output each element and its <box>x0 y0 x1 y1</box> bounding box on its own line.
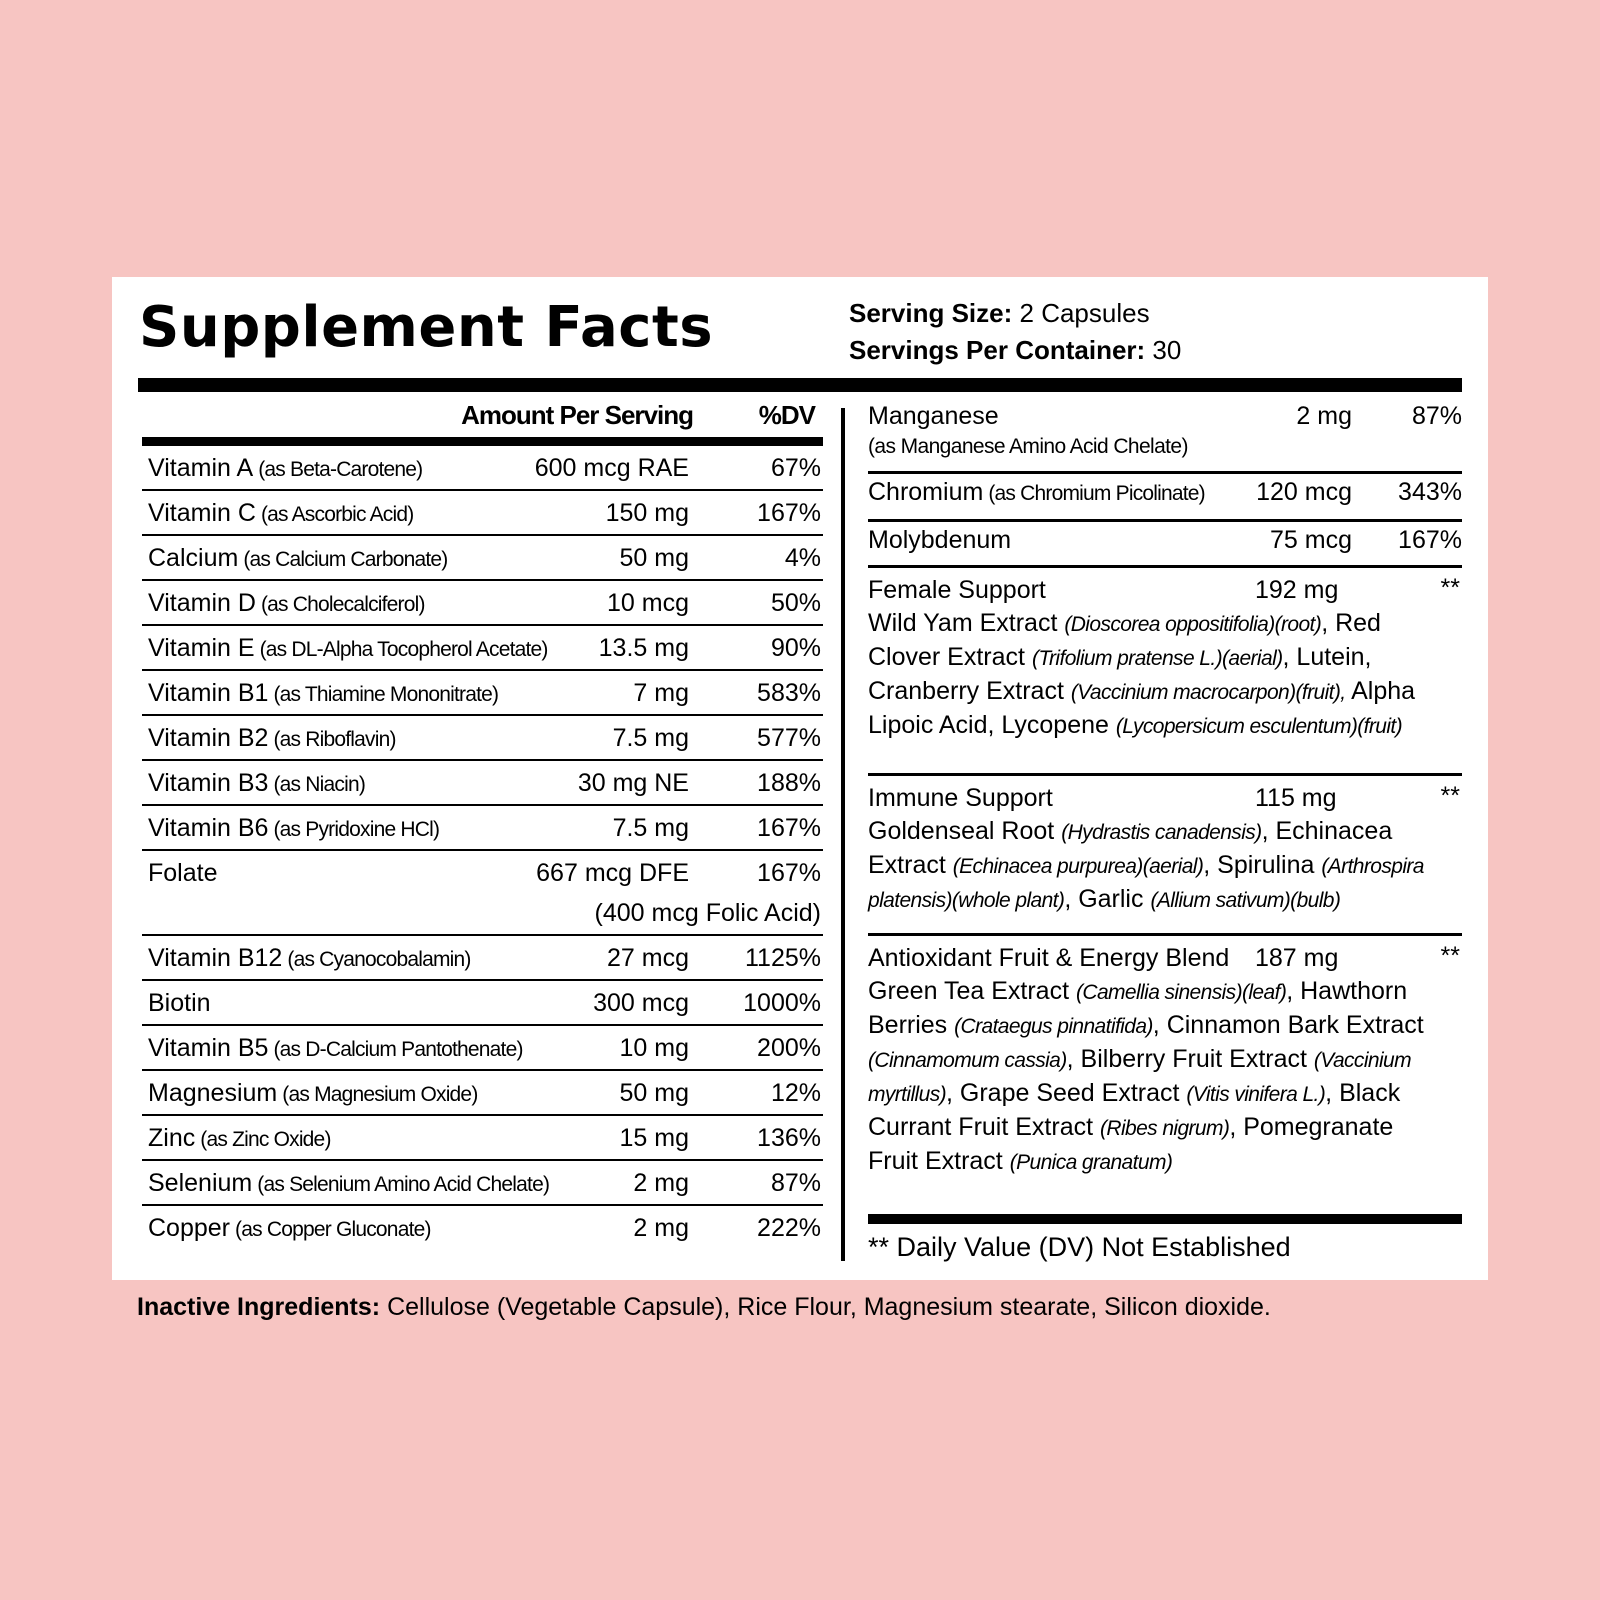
nutrient-amount: 27 mcg <box>607 944 689 972</box>
table-row <box>142 981 823 1026</box>
nutrient-dv: 67% <box>770 454 821 482</box>
inactive-ingredients <box>137 1291 1271 1323</box>
nutrient-label: Vitamin B6 <box>148 814 269 842</box>
nutrient-label: Vitamin B5 <box>148 1034 269 1062</box>
nutrient-amount: 7.5 mg <box>612 814 689 842</box>
ingredient-name: Wild Yam Extract <box>868 609 1065 637</box>
nutrient-label: Vitamin B2 <box>148 724 269 752</box>
latin-name: (Lycopersicum esculentum)(fruit) <box>1115 715 1403 738</box>
nutrient-amount: 15 mg <box>619 1124 689 1152</box>
latin-name: (Hydrastis canadensis) <box>1061 821 1262 844</box>
serving-size-label: Serving Size: <box>849 298 1013 328</box>
ingredient-name: , Hawthorn Berries <box>868 977 1408 1039</box>
nutrient-label: Calcium <box>148 544 239 572</box>
nutrient-name <box>148 761 365 807</box>
ingredient-name: , Grape Seed Extract <box>946 1079 1187 1107</box>
latin-name: (Arthrospira platensis)(whole plant) <box>868 855 1424 912</box>
nutrient-dv: 87% <box>770 1169 821 1197</box>
blend-amount: 115 mg <box>1255 784 1337 812</box>
nutrient-dv: 200% <box>757 1034 821 1062</box>
table-row <box>142 1026 823 1071</box>
nutrient-source: (as Selenium Amino Acid Chelate) <box>252 1173 550 1196</box>
nutrient-source: (as Cyanocobalamin) <box>282 948 471 971</box>
blend-list <box>868 568 1462 1179</box>
nutrient-dv: 583% <box>757 679 821 707</box>
nutrient-dv: 4% <box>784 544 821 572</box>
nutrient-name <box>148 1206 431 1252</box>
nutrient-amount: 50 mg <box>619 544 689 572</box>
ingredient-name: Green Tea Extract <box>868 977 1076 1005</box>
nutrient-label: Vitamin B1 <box>148 679 269 707</box>
blend-header <box>868 942 1462 975</box>
nutrient-name <box>148 446 422 492</box>
nutrient-name <box>148 1026 523 1072</box>
ingredient-name: , Black Currant Fruit Extract <box>868 1079 1401 1141</box>
nutrient-source: (as Copper Gluconate) <box>230 1218 431 1241</box>
ingredient-name: Alpha Lipoic Acid, Lycopene <box>868 677 1416 739</box>
latin-name: (Punica granatum) <box>1009 1151 1173 1174</box>
supplement-facts-panel <box>112 277 1488 1280</box>
table-row <box>142 581 823 626</box>
nutrient-label: Biotin <box>148 989 211 1017</box>
nutrient-name <box>148 806 439 852</box>
blend-name: Female Support <box>868 576 1046 604</box>
table-row <box>142 626 823 671</box>
blend-dv: ** <box>1440 574 1460 602</box>
nutrient-dv: 343% <box>1398 478 1462 506</box>
nutrient-dv: 167% <box>1398 526 1462 554</box>
blend-ingredients <box>868 975 1443 1179</box>
latin-name: (Crataegus pinnatifida) <box>954 1015 1153 1038</box>
blend-block <box>868 568 1462 776</box>
table-row <box>868 522 1462 568</box>
blend-name: Antioxidant Fruit & Energy Blend <box>868 944 1230 972</box>
table-row <box>142 936 823 981</box>
serving-info <box>849 295 1181 369</box>
nutrient-amount: 30 mg NE <box>577 769 689 797</box>
top-rule <box>138 378 1462 392</box>
nutrient-label: Vitamin A <box>148 454 254 482</box>
latin-name: (Dioscorea oppositifolia)(root) <box>1064 613 1322 636</box>
table-row <box>868 398 1462 474</box>
blend-ingredients <box>868 607 1443 743</box>
serving-size-value: 2 Capsules <box>1012 298 1150 328</box>
nutrient-dv: 1000% <box>743 989 821 1017</box>
servings-per-container-label: Servings Per Container: <box>849 335 1146 365</box>
table-row <box>142 1116 823 1161</box>
nutrient-label: Vitamin B3 <box>148 769 269 797</box>
nutrient-name <box>148 716 396 762</box>
nutrient-amount: 50 mg <box>619 1079 689 1107</box>
nutrient-label: Copper <box>148 1214 230 1242</box>
nutrient-source: (as Ascorbic Acid) <box>255 503 414 526</box>
nutrient-amount: 2 mg <box>633 1214 689 1242</box>
nutrient-dv: 188% <box>757 769 821 797</box>
nutrient-source: (as Beta-Carotene) <box>253 458 423 481</box>
nutrient-dv: 136% <box>757 1124 821 1152</box>
nutrient-dv: 1125% <box>745 944 821 972</box>
serving-size <box>849 295 1181 332</box>
latin-name: (Camellia sinensis)(leaf) <box>1075 981 1287 1004</box>
nutrient-amount: 7.5 mg <box>612 724 689 752</box>
nutrient-source: (as D-Calcium Pantothenate) <box>268 1038 523 1061</box>
blend-header <box>868 574 1462 607</box>
nutrient-amount: 300 mcg <box>593 989 689 1017</box>
nutrient-label: Vitamin E <box>148 634 255 662</box>
table-row <box>142 716 823 761</box>
nutrient-amount: 75 mcg <box>1270 526 1352 554</box>
left-column-header <box>142 398 823 433</box>
latin-name: (Vaccinium myrtillus) <box>868 1049 1412 1106</box>
latin-name: (Trifolium pratense L.)(aerial) <box>1031 647 1283 670</box>
right-column <box>868 398 1462 1179</box>
ingredient-name: , Red Clover Extract <box>868 609 1381 671</box>
nutrient-name <box>148 536 447 582</box>
table-row <box>142 491 823 536</box>
nutrient-amount: 10 mg <box>619 1034 689 1062</box>
mineral-table <box>868 398 1462 568</box>
latin-name: (Cinnamomum cassia) <box>868 1049 1067 1072</box>
nutrient-name <box>148 1116 331 1162</box>
table-row <box>142 1071 823 1116</box>
blend-amount: 192 mg <box>1255 576 1339 604</box>
nutrient-source: (as Riboflavin) <box>268 728 396 751</box>
nutrient-name <box>148 1071 478 1117</box>
nutrient-name <box>868 474 1205 512</box>
nutrient-source: (as Thiamine Mononitrate) <box>268 683 499 706</box>
nutrient-amount: 120 mcg <box>1256 478 1352 506</box>
nutrient-source: (as DL-Alpha Tocopherol Acetate) <box>254 638 548 661</box>
nutrient-amount: 667 mcg DFE <box>536 859 689 887</box>
nutrient-dv: 167% <box>757 499 821 527</box>
nutrient-amount: 2 mg <box>633 1169 689 1197</box>
ingredient-name: , Pomegranate Fruit Extract <box>868 1113 1394 1175</box>
table-row <box>142 761 823 806</box>
nutrient-label: Chromium <box>868 478 984 506</box>
inactive-ingredients-label: Inactive Ingredients: <box>137 1293 381 1321</box>
nutrient-label: Zinc <box>148 1124 196 1152</box>
nutrient-name <box>148 851 217 895</box>
nutrient-dv: 167% <box>757 859 821 887</box>
nutrient-name <box>148 671 498 717</box>
nutrient-source: (as Calcium Carbonate) <box>238 548 448 571</box>
nutrient-dv: 87% <box>1411 402 1462 430</box>
blend-dv: ** <box>1440 782 1460 810</box>
nutrient-label: Selenium <box>148 1169 253 1197</box>
nutrient-amount: 600 mcg RAE <box>534 454 689 482</box>
table-row <box>142 536 823 581</box>
nutrient-label: Magnesium <box>148 1079 278 1107</box>
nutrient-source: (as Zinc Oxide) <box>195 1128 331 1151</box>
servings-per-container-value: 30 <box>1145 335 1182 365</box>
page-title: Supplement Facts <box>139 295 714 360</box>
table-row <box>868 474 1462 522</box>
nutrient-amount: 7 mg <box>633 679 689 707</box>
nutrient-source: (as Pyridoxine HCl) <box>268 818 440 841</box>
ingredient-name: , Garlic <box>1064 885 1151 913</box>
servings-per-container <box>849 332 1181 369</box>
nutrient-label: Manganese <box>868 402 999 430</box>
table-row <box>142 806 823 851</box>
nutrient-dv: 167% <box>757 814 821 842</box>
latin-name: (Echinacea purpurea)(aerial) <box>952 855 1204 878</box>
left-column <box>142 398 823 1249</box>
nutrient-amount: 10 mcg <box>607 589 689 617</box>
nutrient-source: (as Chromium Picolinate) <box>983 482 1205 505</box>
ingredient-name: , Bilberry Fruit Extract <box>1066 1045 1314 1073</box>
ingredient-name: , Cinnamon Bark Extract <box>1152 1011 1424 1039</box>
latin-name: (Allium sativum)(bulb) <box>1150 889 1341 912</box>
nutrient-label: Vitamin B12 <box>148 944 283 972</box>
blend-amount: 187 mg <box>1255 944 1339 972</box>
table-row <box>142 446 823 491</box>
ingredient-name: Goldenseal Root <box>868 817 1062 845</box>
nutrient-name <box>148 981 211 1025</box>
nutrient-dv: 222% <box>757 1214 821 1242</box>
nutrient-name <box>868 398 999 434</box>
nutrient-name <box>148 1161 549 1207</box>
nutrient-source: (as Magnesium Oxide) <box>277 1083 478 1106</box>
nutrient-label: Vitamin C <box>148 499 256 527</box>
nutrient-name <box>148 626 548 672</box>
dv-footnote: ** Daily Value (DV) Not Established <box>868 1232 1291 1262</box>
table-row <box>142 1206 823 1249</box>
ingredient-name: , Lutein, Cranberry Extract <box>868 643 1372 705</box>
table-row <box>142 671 823 716</box>
nutrient-name <box>148 491 413 537</box>
latin-name: (Vaccinium macrocarpon)(fruit), <box>1070 681 1346 704</box>
nutrient-source: (as Niacin) <box>268 773 366 796</box>
column-divider <box>841 408 845 1261</box>
nutrient-name <box>868 522 1011 558</box>
nutrient-source: (as Cholecalciferol) <box>255 593 425 616</box>
blend-name: Immune Support <box>868 784 1053 812</box>
table-row <box>142 851 823 936</box>
nutrient-label: Folate <box>148 859 218 887</box>
blend-ingredients <box>868 815 1443 917</box>
nutrient-dv: 50% <box>770 589 821 617</box>
blend-header <box>868 782 1462 815</box>
bottom-rule <box>868 1214 1462 1224</box>
latin-name: (Vitis vinifera L.) <box>1186 1083 1326 1106</box>
nutrient-amount: 2 mg <box>1296 402 1352 430</box>
nutrient-dv: 90% <box>770 634 821 662</box>
nutrient-sub-source: (as Manganese Amino Acid Chelate) <box>868 435 1188 458</box>
header-rule <box>142 437 823 446</box>
nutrient-label: Vitamin D <box>148 589 256 617</box>
ingredient-name: , Spirulina <box>1203 851 1322 879</box>
dv-header: %DV <box>758 400 815 430</box>
blend-dv: ** <box>1440 942 1460 970</box>
amount-per-serving-header: Amount Per Serving <box>461 400 693 430</box>
blend-block <box>868 776 1462 936</box>
nutrient-table <box>142 446 823 1249</box>
nutrient-name <box>148 936 471 982</box>
blend-block <box>868 936 1462 1179</box>
nutrient-amount: 13.5 mg <box>598 634 689 662</box>
nutrient-label: Molybdenum <box>868 526 1012 554</box>
nutrient-amount: 150 mg <box>605 499 689 527</box>
nutrient-sub-amount: (400 mcg Folic Acid) <box>594 899 821 927</box>
nutrient-dv: 12% <box>770 1079 821 1107</box>
latin-name: (Ribes nigrum) <box>1100 1117 1230 1140</box>
nutrient-dv: 577% <box>757 724 821 752</box>
inactive-ingredients-text: Cellulose (Vegetable Capsule), Rice Flour, Magnesium stearate, Silicon dioxide. <box>380 1293 1271 1321</box>
table-row <box>142 1161 823 1206</box>
nutrient-name <box>148 581 425 627</box>
ingredient-name: , Echinacea Extract <box>868 817 1393 879</box>
